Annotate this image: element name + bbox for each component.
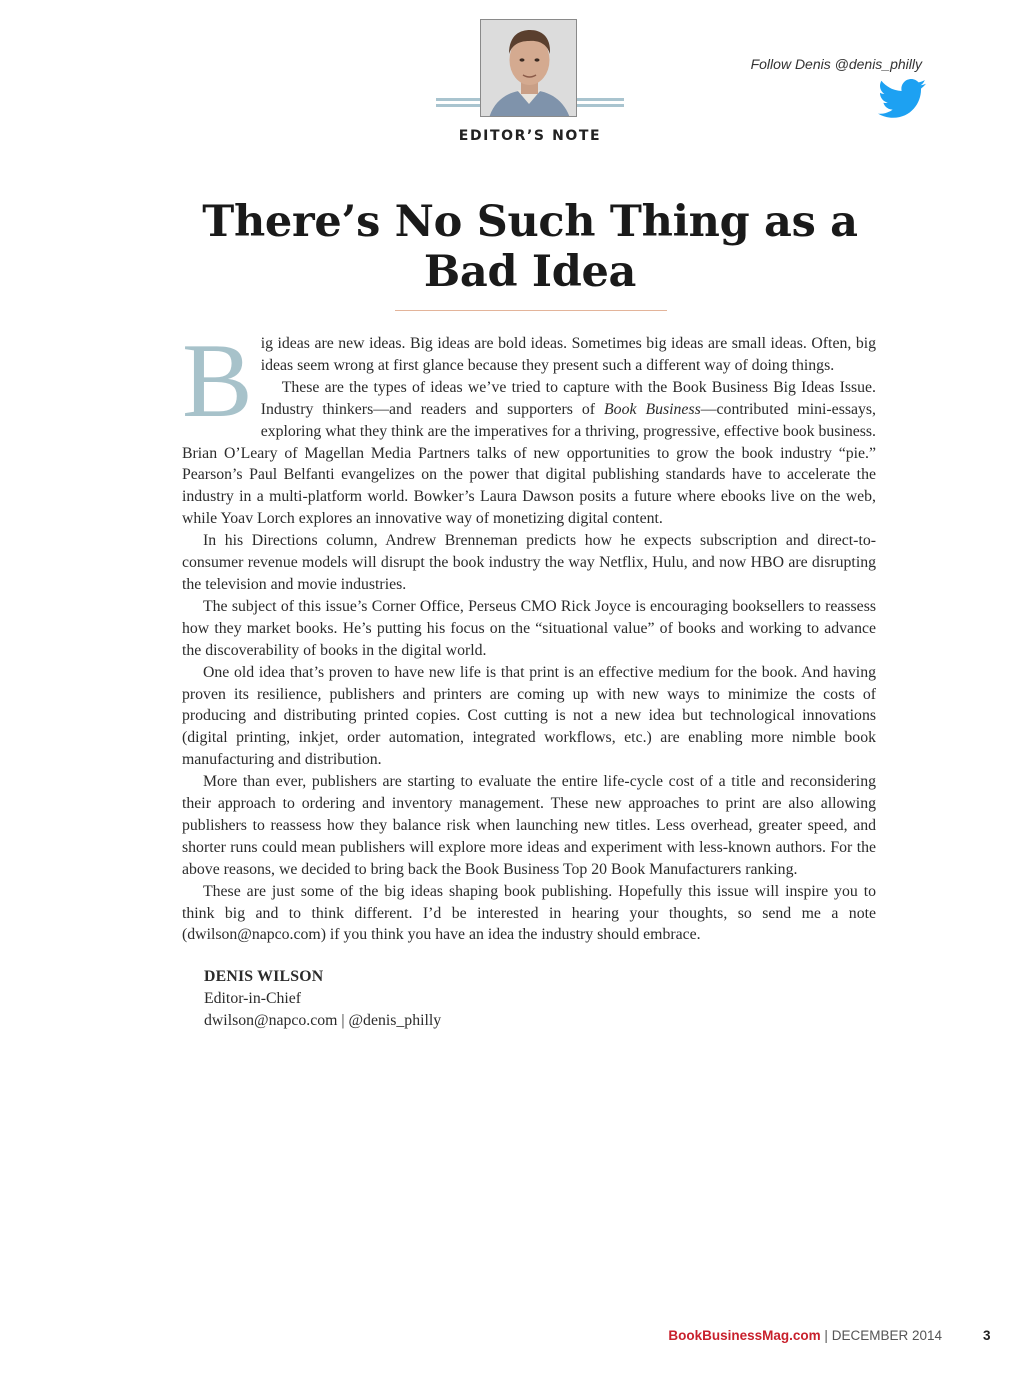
author-contact[interactable]: dwilson@napco.com | @denis_philly	[204, 1012, 442, 1029]
author-title: Editor-in-Chief	[204, 990, 302, 1007]
article-headline	[150, 197, 910, 297]
paragraph-2	[182, 377, 876, 530]
article-body	[182, 322, 876, 946]
paragraph-3: In his Directions column, Andrew Brenneman predicts how he expects subscription and direct-to-consumer revenue models will disrupt the book industry the way Netflix, Hulu, and now HBO are disrupting the television and movie industries.	[182, 532, 876, 593]
headline-line-2: Bad Idea	[423, 247, 637, 297]
footer-separator: |	[824, 1328, 828, 1343]
signature-block	[204, 966, 441, 1032]
publication-name: Book Business	[604, 400, 701, 418]
section-label: EDITOR’S NOTE	[458, 128, 602, 144]
author-portrait	[480, 19, 577, 117]
headline-underline	[395, 310, 667, 311]
paragraph-2-text-b: —contributed mini-essays, exploring what they think are the imperatives for a thriving, progressive, effective book business. Brian O’Leary of Magellan Media Partners talks of new opportunities to grow the book industry “pie.” Pearson’s Paul Belfanti evangelizes on the power that digital publishing standards have to accelerate the industry in a multi-platform world. Bowker’s Laura Dawson posits a future where ebooks live on the web, while Yoav Lorch explores an innovative way of monetizing digital content.	[182, 400, 876, 528]
page-footer	[668, 1328, 942, 1343]
page-number: 3	[983, 1328, 991, 1343]
footer-site-link[interactable]: BookBusinessMag.com	[668, 1328, 821, 1343]
drop-cap: B	[182, 322, 253, 439]
paragraph-6: More than ever, publishers are starting to evaluate the entire life-cycle cost of a title and reconsidering their approach to ordering and inventory management. These new approaches to print are also allowing publishers to reassess how they balance risk when launching new titles. Less overhead, greater speed, and shorter runs could mean publishers will explore more ideas and experiment with less-known authors. For the above reasons, we decided to bring back the Book Business Top 20 Book Manufacturers ranking.	[182, 773, 876, 878]
paragraph-4: The subject of this issue’s Corner Office, Perseus CMO Rick Joyce is encouraging booksellers to reassess how they market books. He’s putting his focus on the “situational value” of books and working to advance the discoverability of books in the digital world.	[182, 597, 876, 659]
author-name: DENIS WILSON	[204, 968, 324, 985]
footer-issue-date: DECEMBER 2014	[831, 1328, 942, 1343]
paragraph-2-text-a: These are the types of ideas we’ve tried to capture with the Book Business Big Ideas Issue. Industry thinkers—and readers and supporters of	[260, 378, 876, 418]
paragraph-7: These are just some of the big ideas shaping book publishing. Hopefully this issue will inspire you to think big and to think different. I’d be interested in hearing your thoughts, so send me a note (dwilson@napco.com) if you think you have an idea the industry should embrace.	[182, 882, 876, 944]
paragraph-5: One old idea that’s proven to have new life is that print is an effective medium for the book. And having proven its resilience, publishers and printers are coming up with new ways to minimize the costs of producing and distributing printed copies. Cost cutting is not a new idea but technological innovations (digital printing, inkjet, order automation, integrated workflows, etc.) are enabling more nimble book manufacturing and distribution.	[182, 663, 876, 769]
twitter-bird-icon[interactable]	[878, 79, 926, 119]
headline-line-1: There’s No Such Thing as a	[202, 197, 858, 247]
paragraph-1-text: ig ideas are new ideas. Big ideas are bold ideas. Sometimes big ideas are small ideas. Often, big ideas seem wrong at first glance because they present such a different way of doing things.	[260, 335, 876, 374]
twitter-follow-text[interactable]: Follow Denis @denis_philly	[750, 56, 922, 72]
